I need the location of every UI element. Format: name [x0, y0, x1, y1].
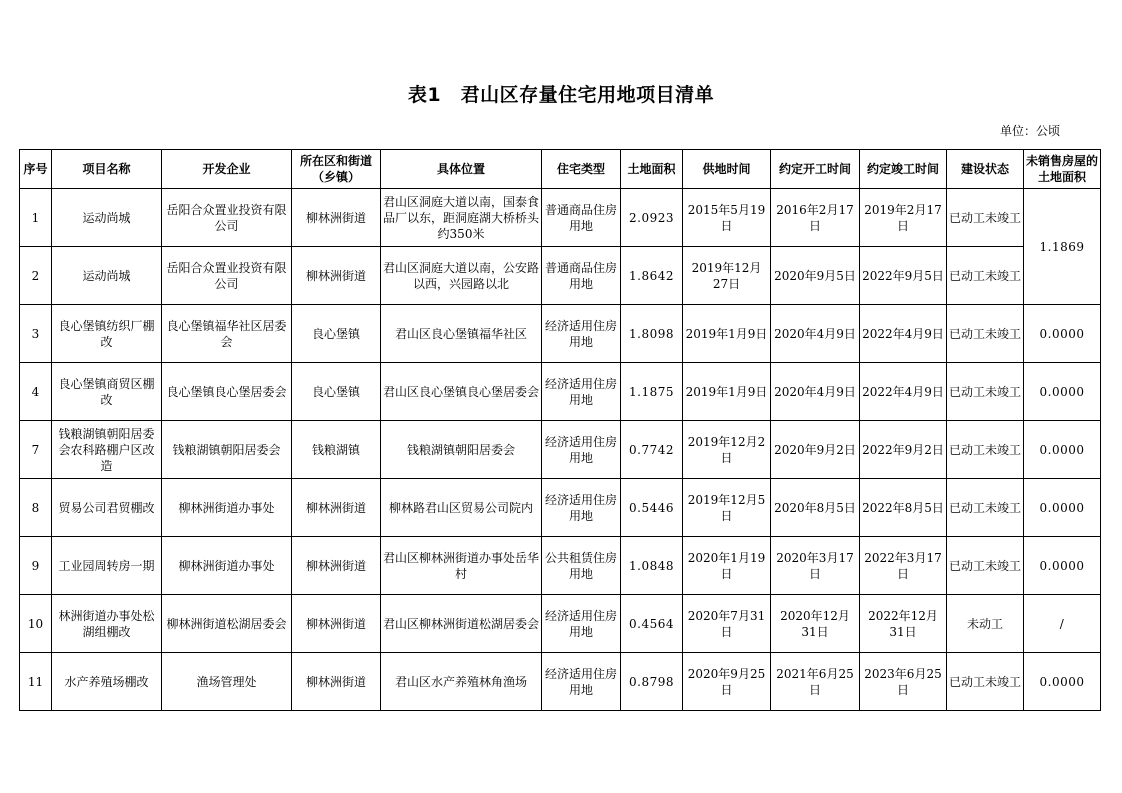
cell-developer: 良心堡镇福华社区居委会: [162, 305, 292, 363]
cell-supply: 2020年7月31日: [683, 595, 771, 653]
cell-unsold: 0.0000: [1024, 653, 1101, 711]
cell-supply: 2019年1月9日: [683, 305, 771, 363]
cell-name: 贸易公司君贸棚改: [52, 479, 162, 537]
cell-type: 普通商品住房用地: [542, 247, 621, 305]
cell-supply: 2019年12月27日: [683, 247, 771, 305]
cell-area: 0.5446: [621, 479, 683, 537]
cell-name: 林洲街道办事处松湖组棚改: [52, 595, 162, 653]
cell-start: 2021年6月25日: [771, 653, 860, 711]
cell-location: 君山区洞庭大道以南，国泰食品厂以东，距洞庭湖大桥桥头约350米: [381, 189, 542, 247]
cell-end: 2022年8月5日: [860, 479, 947, 537]
cell-district: 柳林洲街道: [292, 595, 381, 653]
cell-end: 2022年12月31日: [860, 595, 947, 653]
cell-status: 已动工未竣工: [947, 479, 1024, 537]
table-row: [20, 537, 1101, 595]
table-row: [20, 305, 1101, 363]
cell-end: 2022年3月17日: [860, 537, 947, 595]
cell-location: 君山区柳林洲街道松湖居委会: [381, 595, 542, 653]
cell-developer: 岳阳合众置业投资有限公司: [162, 189, 292, 247]
cell-location: 君山区柳林洲街道办事处岳华村: [381, 537, 542, 595]
cell-type: 普通商品住房用地: [542, 189, 621, 247]
cell-supply: 2019年1月9日: [683, 363, 771, 421]
cell-status: 已动工未竣工: [947, 189, 1024, 247]
cell-status: 未动工: [947, 595, 1024, 653]
cell-type: 经济适用住房用地: [542, 653, 621, 711]
cell-district: 柳林洲街道: [292, 189, 381, 247]
unit-label: 单位：公顷: [999, 124, 1060, 138]
col-header-type: 住宅类型: [542, 150, 621, 189]
cell-no: 3: [20, 305, 52, 363]
land-project-table: [19, 149, 1101, 711]
table-row: [20, 189, 1101, 247]
cell-status: 已动工未竣工: [947, 653, 1024, 711]
col-header-no: 序号: [20, 150, 52, 189]
cell-location: 君山区水产养殖林角渔场: [381, 653, 542, 711]
cell-name: 运动尚城: [52, 247, 162, 305]
cell-unsold: 0.0000: [1024, 479, 1101, 537]
cell-area: 0.4564: [621, 595, 683, 653]
cell-district: 柳林洲街道: [292, 247, 381, 305]
table-row: [20, 479, 1101, 537]
cell-district: 柳林洲街道: [292, 653, 381, 711]
cell-status: 已动工未竣工: [947, 421, 1024, 479]
cell-unsold: 0.0000: [1024, 421, 1101, 479]
cell-supply: 2019年12月2日: [683, 421, 771, 479]
cell-end: 2022年9月5日: [860, 247, 947, 305]
page-title: 表1 君山区存量住宅用地项目清单: [407, 84, 715, 106]
cell-unsold: /: [1024, 595, 1101, 653]
cell-area: 1.8642: [621, 247, 683, 305]
col-header-start: 约定开工时间: [771, 150, 860, 189]
cell-developer: 柳林洲街道办事处: [162, 537, 292, 595]
col-header-developer: 开发企业: [162, 150, 292, 189]
col-header-area: 土地面积: [621, 150, 683, 189]
cell-type: 经济适用住房用地: [542, 363, 621, 421]
cell-supply: 2020年9月25日: [683, 653, 771, 711]
cell-area: 1.0848: [621, 537, 683, 595]
table-row: [20, 653, 1101, 711]
cell-developer: 渔场管理处: [162, 653, 292, 711]
cell-name: 水产养殖场棚改: [52, 653, 162, 711]
col-header-unsold: 未销售房屋的土地面积: [1024, 150, 1101, 189]
cell-district: 良心堡镇: [292, 363, 381, 421]
cell-start: 2020年12月31日: [771, 595, 860, 653]
cell-location: 柳林路君山区贸易公司院内: [381, 479, 542, 537]
table-row: [20, 363, 1101, 421]
cell-name: 运动尚城: [52, 189, 162, 247]
header-row: [20, 150, 1101, 189]
col-header-district: 所在区和街道（乡镇）: [292, 150, 381, 189]
cell-no: 7: [20, 421, 52, 479]
cell-name: 工业园周转房一期: [52, 537, 162, 595]
col-header-end: 约定竣工时间: [860, 150, 947, 189]
cell-status: 已动工未竣工: [947, 537, 1024, 595]
cell-start: 2020年4月9日: [771, 305, 860, 363]
cell-location: 君山区良心堡镇福华社区: [381, 305, 542, 363]
cell-name: 钱粮湖镇朝阳居委会农科路棚户区改造: [52, 421, 162, 479]
cell-location: 君山区良心堡镇良心堡居委会: [381, 363, 542, 421]
cell-area: 1.8098: [621, 305, 683, 363]
cell-developer: 柳林洲街道松湖居委会: [162, 595, 292, 653]
cell-no: 8: [20, 479, 52, 537]
cell-start: 2020年4月9日: [771, 363, 860, 421]
cell-start: 2020年9月2日: [771, 421, 860, 479]
cell-developer: 钱粮湖镇朝阳居委会: [162, 421, 292, 479]
cell-type: 经济适用住房用地: [542, 595, 621, 653]
cell-area: 0.7742: [621, 421, 683, 479]
cell-start: 2016年2月17日: [771, 189, 860, 247]
cell-unsold-merged: 1.1869: [1024, 189, 1101, 305]
cell-unsold: 0.0000: [1024, 363, 1101, 421]
cell-status: 已动工未竣工: [947, 363, 1024, 421]
cell-location: 钱粮湖镇朝阳居委会: [381, 421, 542, 479]
table-row: [20, 421, 1101, 479]
cell-no: 2: [20, 247, 52, 305]
table-row: [20, 247, 1101, 305]
table-row: [20, 595, 1101, 653]
col-header-location: 具体位置: [381, 150, 542, 189]
cell-type: 经济适用住房用地: [542, 421, 621, 479]
cell-developer: 柳林洲街道办事处: [162, 479, 292, 537]
cell-supply: 2019年12月5日: [683, 479, 771, 537]
cell-area: 1.1875: [621, 363, 683, 421]
cell-name: 良心堡镇纺织厂棚改: [52, 305, 162, 363]
cell-developer: 岳阳合众置业投资有限公司: [162, 247, 292, 305]
cell-unsold: 0.0000: [1024, 537, 1101, 595]
cell-supply: 2015年5月19日: [683, 189, 771, 247]
cell-status: 已动工未竣工: [947, 305, 1024, 363]
cell-no: 10: [20, 595, 52, 653]
cell-type: 经济适用住房用地: [542, 305, 621, 363]
cell-district: 钱粮湖镇: [292, 421, 381, 479]
cell-type: 公共租赁住房用地: [542, 537, 621, 595]
col-header-supply: 供地时间: [683, 150, 771, 189]
cell-no: 4: [20, 363, 52, 421]
cell-start: 2020年9月5日: [771, 247, 860, 305]
cell-area: 0.8798: [621, 653, 683, 711]
cell-no: 9: [20, 537, 52, 595]
cell-end: 2022年4月9日: [860, 305, 947, 363]
cell-area: 2.0923: [621, 189, 683, 247]
col-header-name: 项目名称: [52, 150, 162, 189]
cell-end: 2022年9月2日: [860, 421, 947, 479]
cell-type: 经济适用住房用地: [542, 479, 621, 537]
cell-no: 11: [20, 653, 52, 711]
cell-end: 2019年2月17日: [860, 189, 947, 247]
cell-district: 柳林洲街道: [292, 537, 381, 595]
cell-location: 君山区洞庭大道以南，公安路以西，兴园路以北: [381, 247, 542, 305]
cell-no: 1: [20, 189, 52, 247]
cell-name: 良心堡镇商贸区棚改: [52, 363, 162, 421]
cell-end: 2022年4月9日: [860, 363, 947, 421]
col-header-status: 建设状态: [947, 150, 1024, 189]
cell-start: 2020年3月17日: [771, 537, 860, 595]
cell-district: 柳林洲街道: [292, 479, 381, 537]
cell-end: 2023年6月25日: [860, 653, 947, 711]
cell-unsold: 0.0000: [1024, 305, 1101, 363]
cell-status: 已动工未竣工: [947, 247, 1024, 305]
cell-start: 2020年8月5日: [771, 479, 860, 537]
cell-district: 良心堡镇: [292, 305, 381, 363]
cell-supply: 2020年1月19日: [683, 537, 771, 595]
cell-developer: 良心堡镇良心堡居委会: [162, 363, 292, 421]
